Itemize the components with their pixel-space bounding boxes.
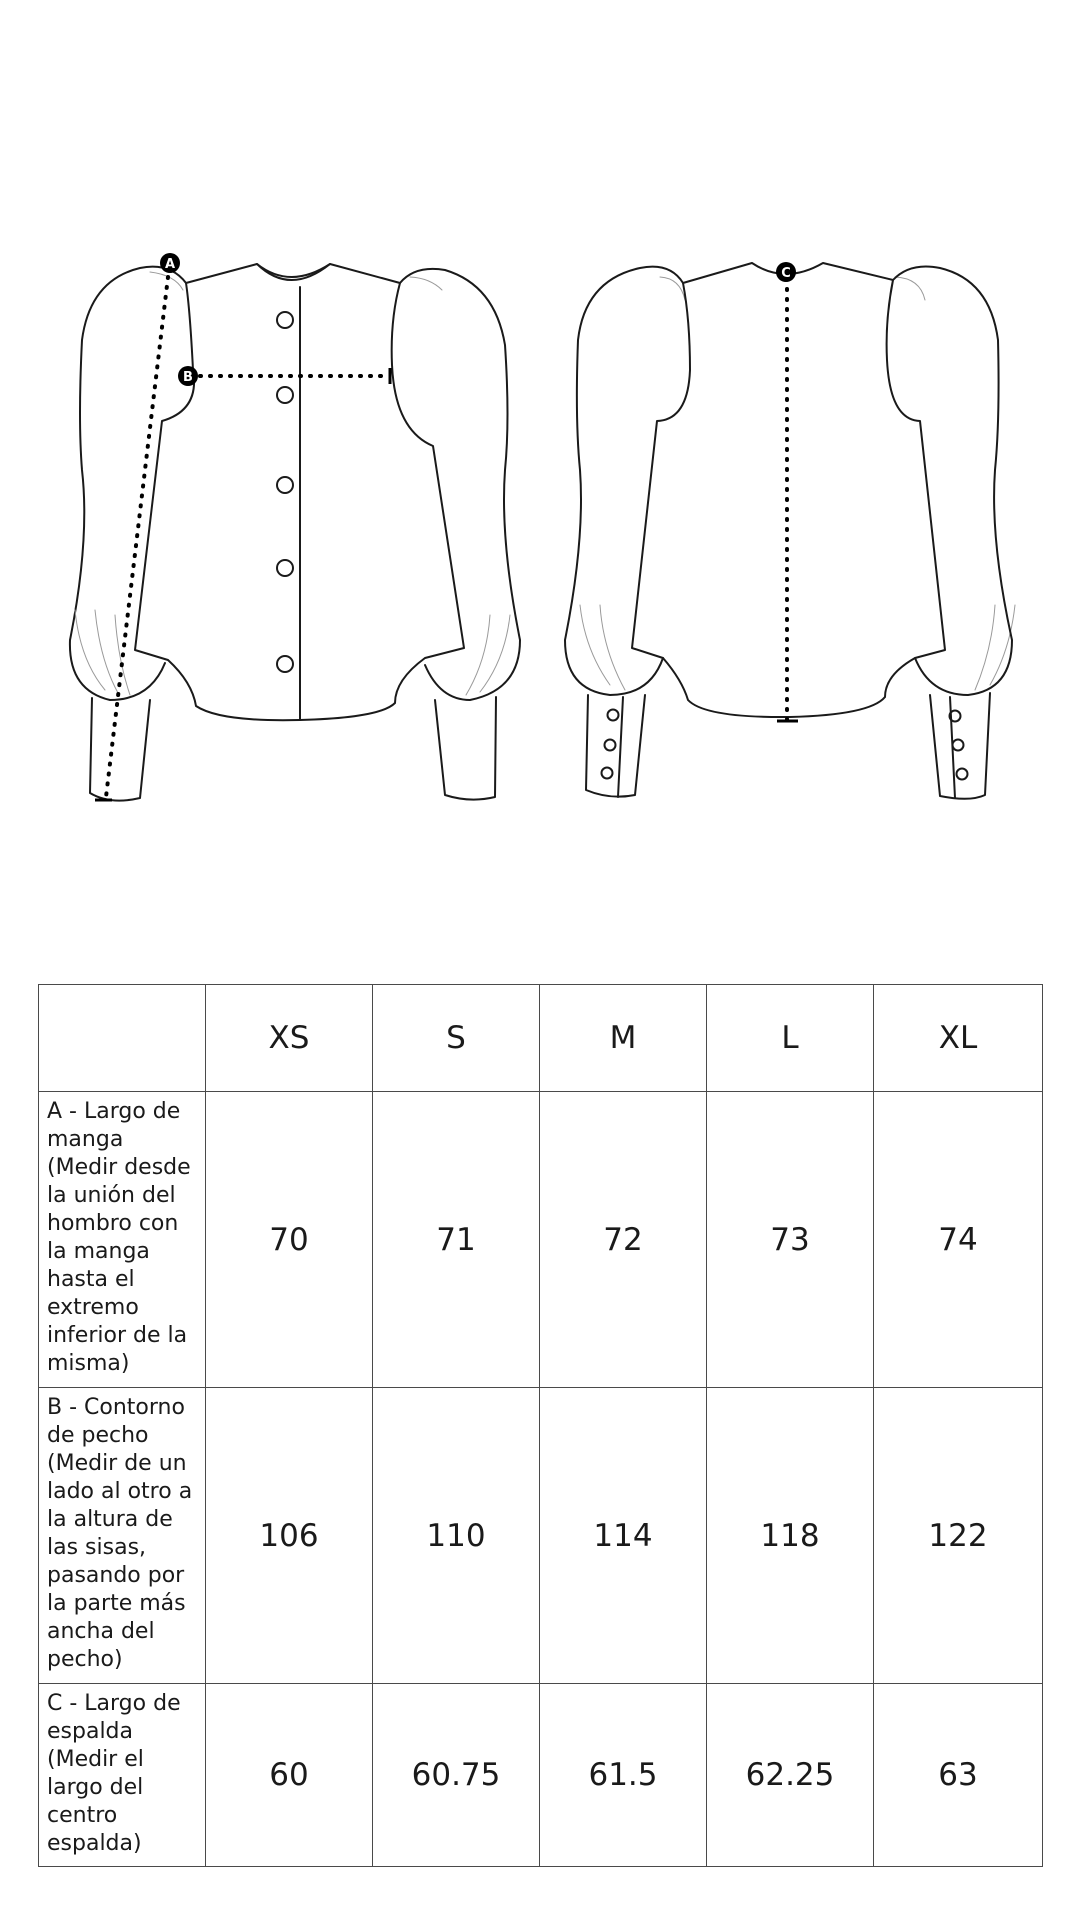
cell-value: 62.25 xyxy=(707,1684,874,1867)
table-header-row xyxy=(39,985,1043,1092)
cell-value: 110 xyxy=(373,1388,540,1684)
cell-value: 114 xyxy=(540,1388,707,1684)
table-row xyxy=(39,1388,1043,1684)
header-size-xs: XS xyxy=(206,985,373,1092)
svg-text:C: C xyxy=(781,266,791,281)
size-chart-table xyxy=(38,984,1043,1867)
marker-b xyxy=(178,366,198,386)
cell-value: 106 xyxy=(206,1388,373,1684)
cell-value: 61.5 xyxy=(540,1684,707,1867)
cell-value: 60.75 xyxy=(373,1684,540,1867)
cell-value: 73 xyxy=(707,1092,874,1388)
table-row xyxy=(39,1684,1043,1867)
header-size-s: S xyxy=(373,985,540,1092)
header-size-xl: XL xyxy=(874,985,1043,1092)
front-view xyxy=(70,264,520,801)
cell-value: 74 xyxy=(874,1092,1043,1388)
cell-value: 71 xyxy=(373,1092,540,1388)
row-label-sleeve-length: A - Largo de manga (Medir desde la unión del hombro con la manga hasta el extremo inferior de la misma) xyxy=(39,1092,206,1388)
garment-diagram xyxy=(0,0,1080,820)
measure-line-a xyxy=(106,277,168,797)
cell-value: 122 xyxy=(874,1388,1043,1684)
marker-a xyxy=(160,253,180,273)
cell-value: 118 xyxy=(707,1388,874,1684)
header-empty xyxy=(39,985,206,1092)
cell-value: 72 xyxy=(540,1092,707,1388)
cell-value: 70 xyxy=(206,1092,373,1388)
cell-value: 60 xyxy=(206,1684,373,1867)
row-label-back-length: C - Largo de espalda (Medir el largo del centro espalda) xyxy=(39,1684,206,1867)
svg-text:A: A xyxy=(164,257,176,272)
marker-c xyxy=(776,262,796,282)
table-row xyxy=(39,1092,1043,1388)
svg-text:B: B xyxy=(183,370,193,385)
row-label-chest-contour: B - Contorno de pecho (Medir de un lado al otro a la altura de las sisas, pasando por la parte más ancha del pecho) xyxy=(39,1388,206,1684)
header-size-m: M xyxy=(540,985,707,1092)
header-size-l: L xyxy=(707,985,874,1092)
cell-value: 63 xyxy=(874,1684,1043,1867)
